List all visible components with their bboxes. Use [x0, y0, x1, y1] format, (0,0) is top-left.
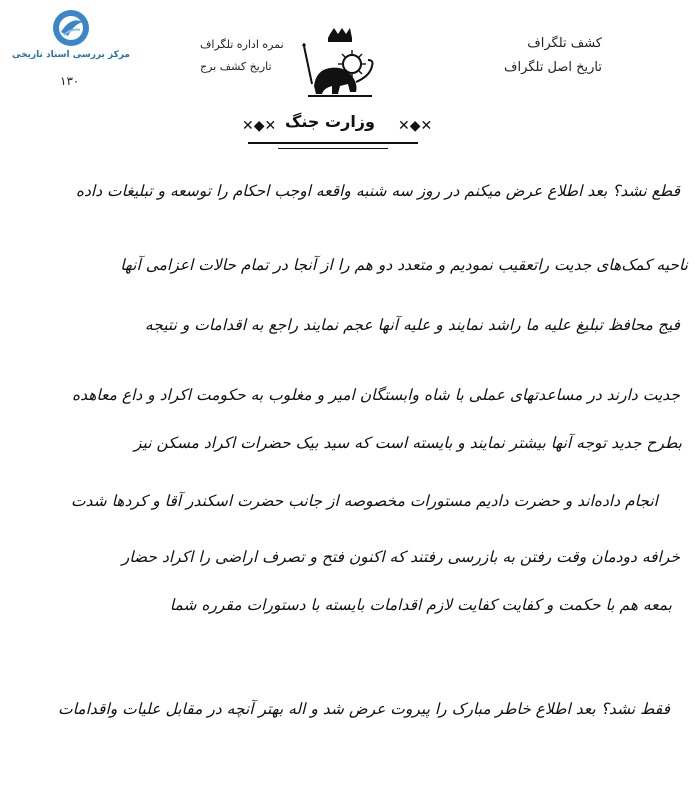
ornament-right-icon: ✕◆✕ [398, 118, 433, 134]
body-line: جدیت دارند در مساعدتهای عملی با شاه وابستگان امیر و مغلوب به حکومت اکراد و داع معاهده [71, 386, 680, 404]
body-line: فقط نشد؟ بعد اطلاع خاطر مبارک را پیروت عرض شد و اله بهتر آنچه در مقابل علیات واقدامات [57, 700, 670, 718]
body-line: بمعه هم با حکمت و کفایت کفایت لازم اقدامات بایسته با دستورات مقرره شما [169, 596, 672, 614]
archive-watermark [6, 8, 136, 64]
ornament-left-icon: ✕◆✕ [242, 118, 277, 134]
telegram-origin-date-label: تاریخ اصل تلگراف [504, 60, 602, 75]
body-line: فیج محافظ تبلیغ علیه ما راشد نمایند و علیه آنها عجم نمایند راجع به اقدامات و نتیجه [144, 316, 680, 334]
ministry-title: وزارت جنگ [285, 112, 375, 131]
document-number: ۱۳۰ [60, 74, 80, 88]
telegraph-office-number-label: نمره اداره تلگراف [200, 38, 284, 51]
lion-and-sun-emblem-icon [300, 26, 380, 98]
body-line: قطع نشد؟ بعد اطلاع عرض میکنم در روز سه شنبه واقعه اوجب احکام را توسعه و تبلیغات داده [75, 182, 680, 200]
title-underline-secondary [278, 148, 388, 149]
body-line: بطرح جدید توجه آنها بیشتر نمایند و بایسته است که سید بیک حضرات اکراد مسکن نیز [133, 434, 682, 452]
title-underline [248, 142, 418, 144]
body-line: ناحیه کمک‌های جدیت راتعقیب نمودیم و متعدد دو هم را از آنجا در تمام حالات اعزامی آنها [120, 256, 688, 274]
body-line: انجام داده‌اند و حضرت دادیم مستورات مخصوصه از جانب حضرت اسکندر آقا و کردها شدت [70, 492, 658, 510]
decode-date-label: تاریخ کشف برج [200, 60, 272, 73]
telegram-decode-label: کشف تلگراف [527, 36, 602, 51]
archive-logo-icon [44, 8, 98, 48]
watermark-text: مرکز بررسی اسناد تاریخی [11, 50, 131, 60]
body-line: خرافه دودمان وقت رفتن به بازرسی رفتند که اکنون فتح و تصرف اراضی را اکراد حضار [121, 548, 680, 566]
